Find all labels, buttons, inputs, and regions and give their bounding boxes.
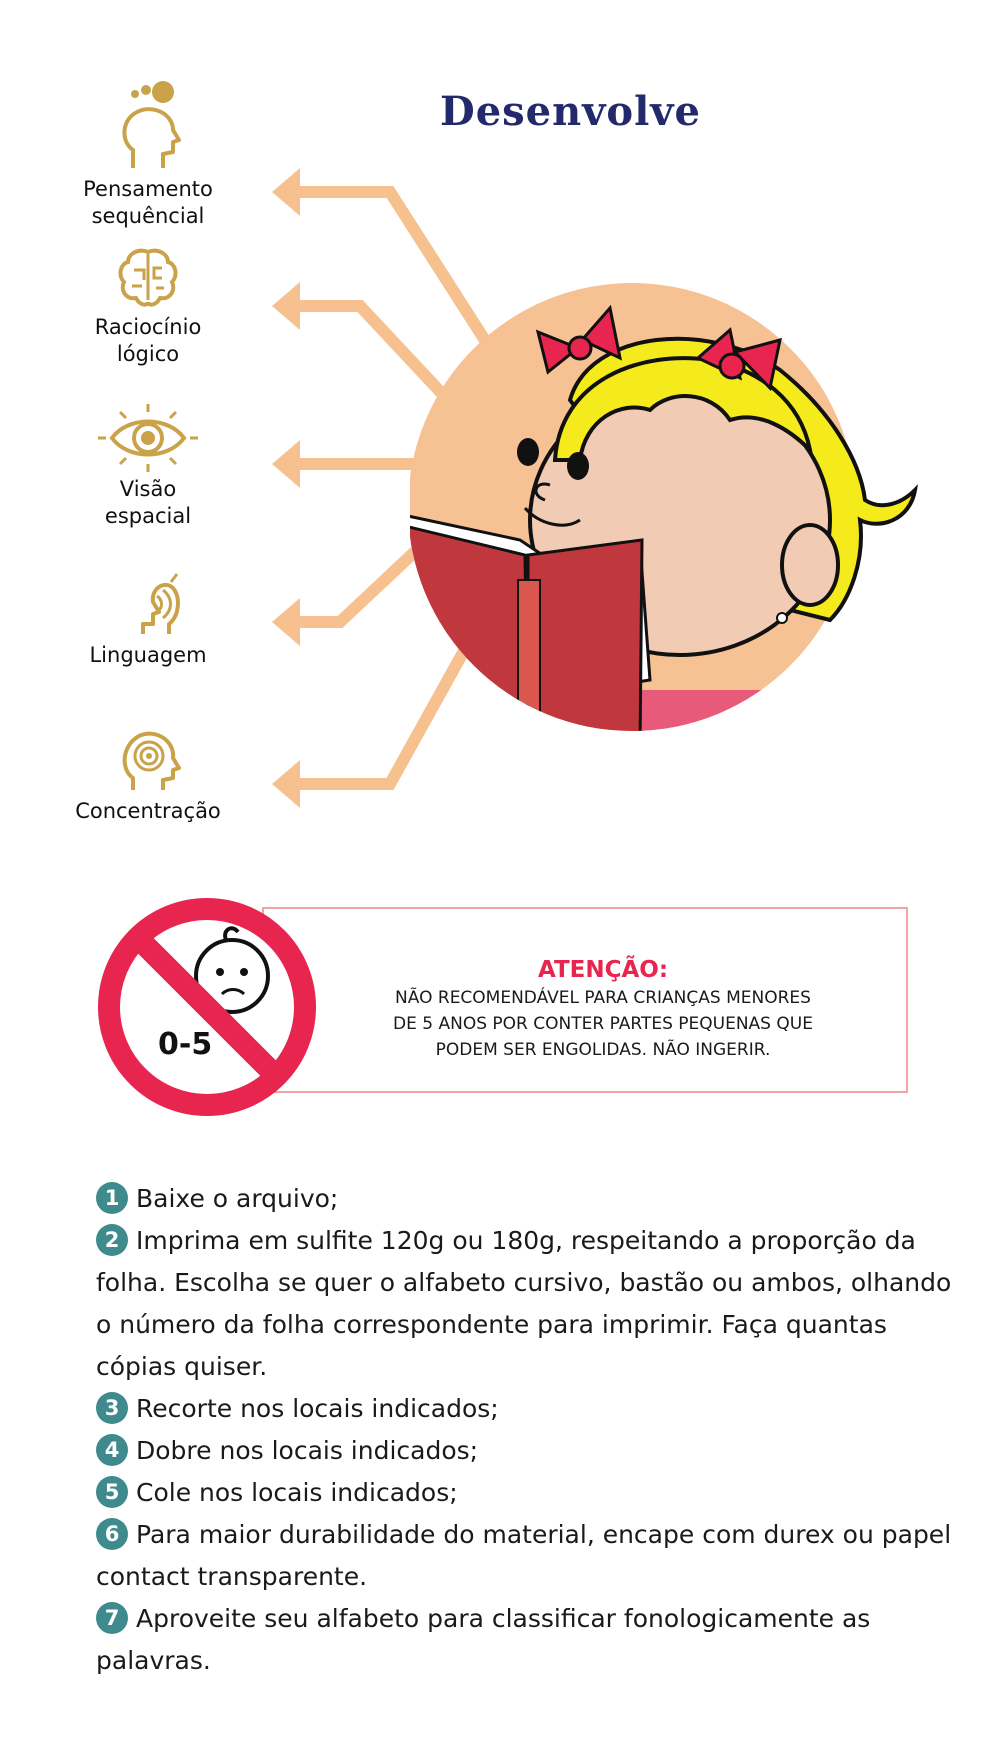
- step-number-badge: 4: [96, 1434, 128, 1466]
- instruction-step: [96, 1388, 956, 1430]
- step-text: Recorte nos locais indicados;: [136, 1394, 499, 1423]
- skill-label: sequêncial: [91, 204, 205, 228]
- brain-icon: [116, 246, 180, 310]
- instruction-step: [96, 1472, 956, 1514]
- speaking-head-icon: [113, 568, 183, 638]
- instruction-step: [96, 1514, 956, 1598]
- skill-label: Visão: [119, 477, 177, 501]
- page-title: Desenvolve: [440, 88, 701, 135]
- age-badge-text: 0-5: [158, 1027, 213, 1062]
- instructions-list: [96, 1178, 956, 1682]
- girl-reading-illustration: [410, 280, 930, 750]
- step-text: Dobre nos locais indicados;: [136, 1436, 479, 1465]
- eye-icon: [98, 404, 198, 472]
- skill-item-language: [48, 568, 248, 669]
- step-text: Baixe o arquivo;: [136, 1184, 339, 1213]
- step-number-badge: 7: [96, 1602, 128, 1634]
- step-text: Para maior durabilidade do material, encape com durex ou papel contact transparente.: [96, 1520, 952, 1591]
- warning-line: PODEM SER ENGOLIDAS. NÃO INGERIR.: [435, 1040, 771, 1060]
- skill-label: Pensamento: [83, 177, 213, 201]
- warning-line: DE 5 ANOS POR CONTER PARTES PEQUENAS QUE: [393, 1014, 813, 1034]
- instruction-step: [96, 1430, 956, 1472]
- skill-label: lógico: [116, 342, 180, 366]
- warning-line: NÃO RECOMENDÁVEL PARA CRIANÇAS MENORES: [395, 988, 811, 1008]
- no-under-5-icon: [96, 896, 318, 1118]
- step-text: Cole nos locais indicados;: [136, 1478, 458, 1507]
- instruction-step: [96, 1598, 956, 1682]
- skill-item-sequential-thinking: [48, 80, 248, 230]
- skill-item-spatial-vision: [48, 404, 248, 530]
- step-number-badge: 5: [96, 1476, 128, 1508]
- head-thought-icon: [113, 80, 183, 172]
- skill-label: Concentração: [75, 799, 221, 823]
- skill-item-logical-reasoning: [48, 246, 248, 368]
- instruction-step: [96, 1220, 956, 1388]
- skill-label: Raciocínio: [94, 315, 202, 339]
- warning-title: ATENÇÃO:: [537, 957, 669, 983]
- skill-label: Linguagem: [89, 643, 207, 667]
- step-text: Imprima em sulfite 120g ou 180g, respeitando a proporção da folha. Escolha se quer o alfabeto cursivo, bastão ou ambos, olhando o número da folha correspondente para imprimir. Faça quantas cópias quiser.: [96, 1226, 952, 1381]
- skill-label: espacial: [104, 504, 192, 528]
- step-number-badge: 1: [96, 1182, 128, 1214]
- skill-item-concentration: [48, 724, 248, 825]
- step-text: Aproveite seu alfabeto para classificar fonologicamente as palavras.: [96, 1604, 871, 1675]
- step-number-badge: 3: [96, 1392, 128, 1424]
- instruction-step: [96, 1178, 956, 1220]
- step-number-badge: 2: [96, 1224, 128, 1256]
- focus-head-icon: [113, 724, 183, 794]
- step-number-badge: 6: [96, 1518, 128, 1550]
- warning-text: [358, 955, 848, 1063]
